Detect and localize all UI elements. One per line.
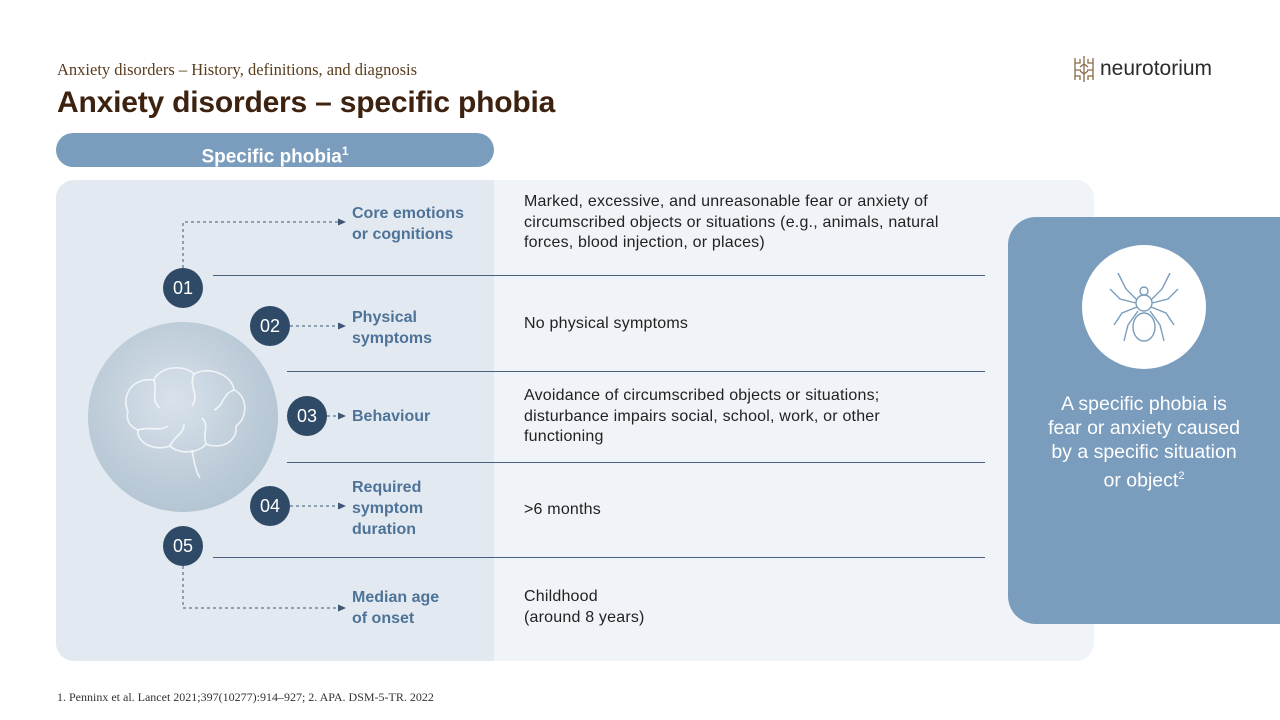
icon-circle <box>1082 245 1206 369</box>
definition-text <box>1030 392 1258 493</box>
pill-label: Specific phobia <box>201 146 342 168</box>
row-description <box>524 587 645 628</box>
row-label-line: duration <box>352 521 416 538</box>
row-label-line: Required <box>352 479 422 496</box>
pill-footnote-ref: 1 <box>341 144 349 158</box>
row-label <box>352 587 439 629</box>
row-label-line: Core emotions <box>352 205 465 222</box>
row-label-line: of onset <box>352 610 415 627</box>
row-description <box>524 314 688 335</box>
slide-subtitle: Anxiety disorders – History, definitions, and diagnosis <box>57 60 418 79</box>
row-number-badge: 01 <box>163 268 203 308</box>
brain-icon <box>88 322 278 512</box>
row-description <box>524 500 601 521</box>
row-label <box>352 406 430 427</box>
definition-footnote-ref: 2 <box>1178 470 1185 482</box>
spider-icon <box>1082 245 1206 369</box>
row-label-line: symptom <box>352 500 424 517</box>
row-text-line: functioning <box>524 428 604 445</box>
row-number-badge: 03 <box>287 396 327 436</box>
row-text-line: disturbance impairs social, school, work, or other <box>524 407 880 425</box>
row-label <box>352 203 464 245</box>
row-label-line: symptoms <box>352 330 433 347</box>
row-label <box>352 477 423 540</box>
row-divider <box>213 557 985 558</box>
row-description <box>524 192 939 254</box>
brain-image <box>88 322 278 512</box>
footnote: 1. Penninx et al. Lancet 2021;397(10277):914–927; 2. APA. DSM-5-TR. 2022 <box>57 690 434 704</box>
row-label-line: Median age <box>352 589 440 606</box>
row-label-line: or cognitions <box>352 226 454 243</box>
row-divider <box>287 462 985 463</box>
row-number-badge: 02 <box>250 306 290 346</box>
definition-line-end: or object <box>1103 469 1179 492</box>
row-number-badge: 04 <box>250 486 290 526</box>
definition-line: A specific phobia is <box>1061 393 1227 415</box>
row-text-line: No physical symptoms <box>524 315 689 332</box>
slide-title: Anxiety disorders – specific phobia <box>57 86 556 119</box>
row-divider <box>287 371 985 372</box>
row-text-line: Childhood <box>524 588 598 605</box>
row-text-line: (around 8 years) <box>524 608 645 626</box>
row-label-line: Physical <box>352 309 417 326</box>
row-label-line: Behaviour <box>352 408 431 425</box>
row-text-line: Avoidance of circumscribed objects or situations; <box>524 387 880 404</box>
row-label <box>352 307 432 349</box>
definition-line <box>1030 464 1258 493</box>
definition-line: by a specific situation <box>1051 441 1237 463</box>
row-description <box>524 386 880 448</box>
definition-line: fear or anxiety caused <box>1048 417 1240 439</box>
logo-text: neurotorium <box>1100 57 1213 80</box>
row-text-line: circumscribed objects or situations (e.g., animals, natural <box>524 213 939 231</box>
row-text-line: forces, blood injection, or places) <box>524 234 765 251</box>
row-text-line: Marked, excessive, and unreasonable fear or anxiety of <box>524 193 928 210</box>
row-number-badge: 05 <box>163 526 203 566</box>
row-text-line: >6 months <box>524 501 601 518</box>
row-divider <box>213 275 985 276</box>
